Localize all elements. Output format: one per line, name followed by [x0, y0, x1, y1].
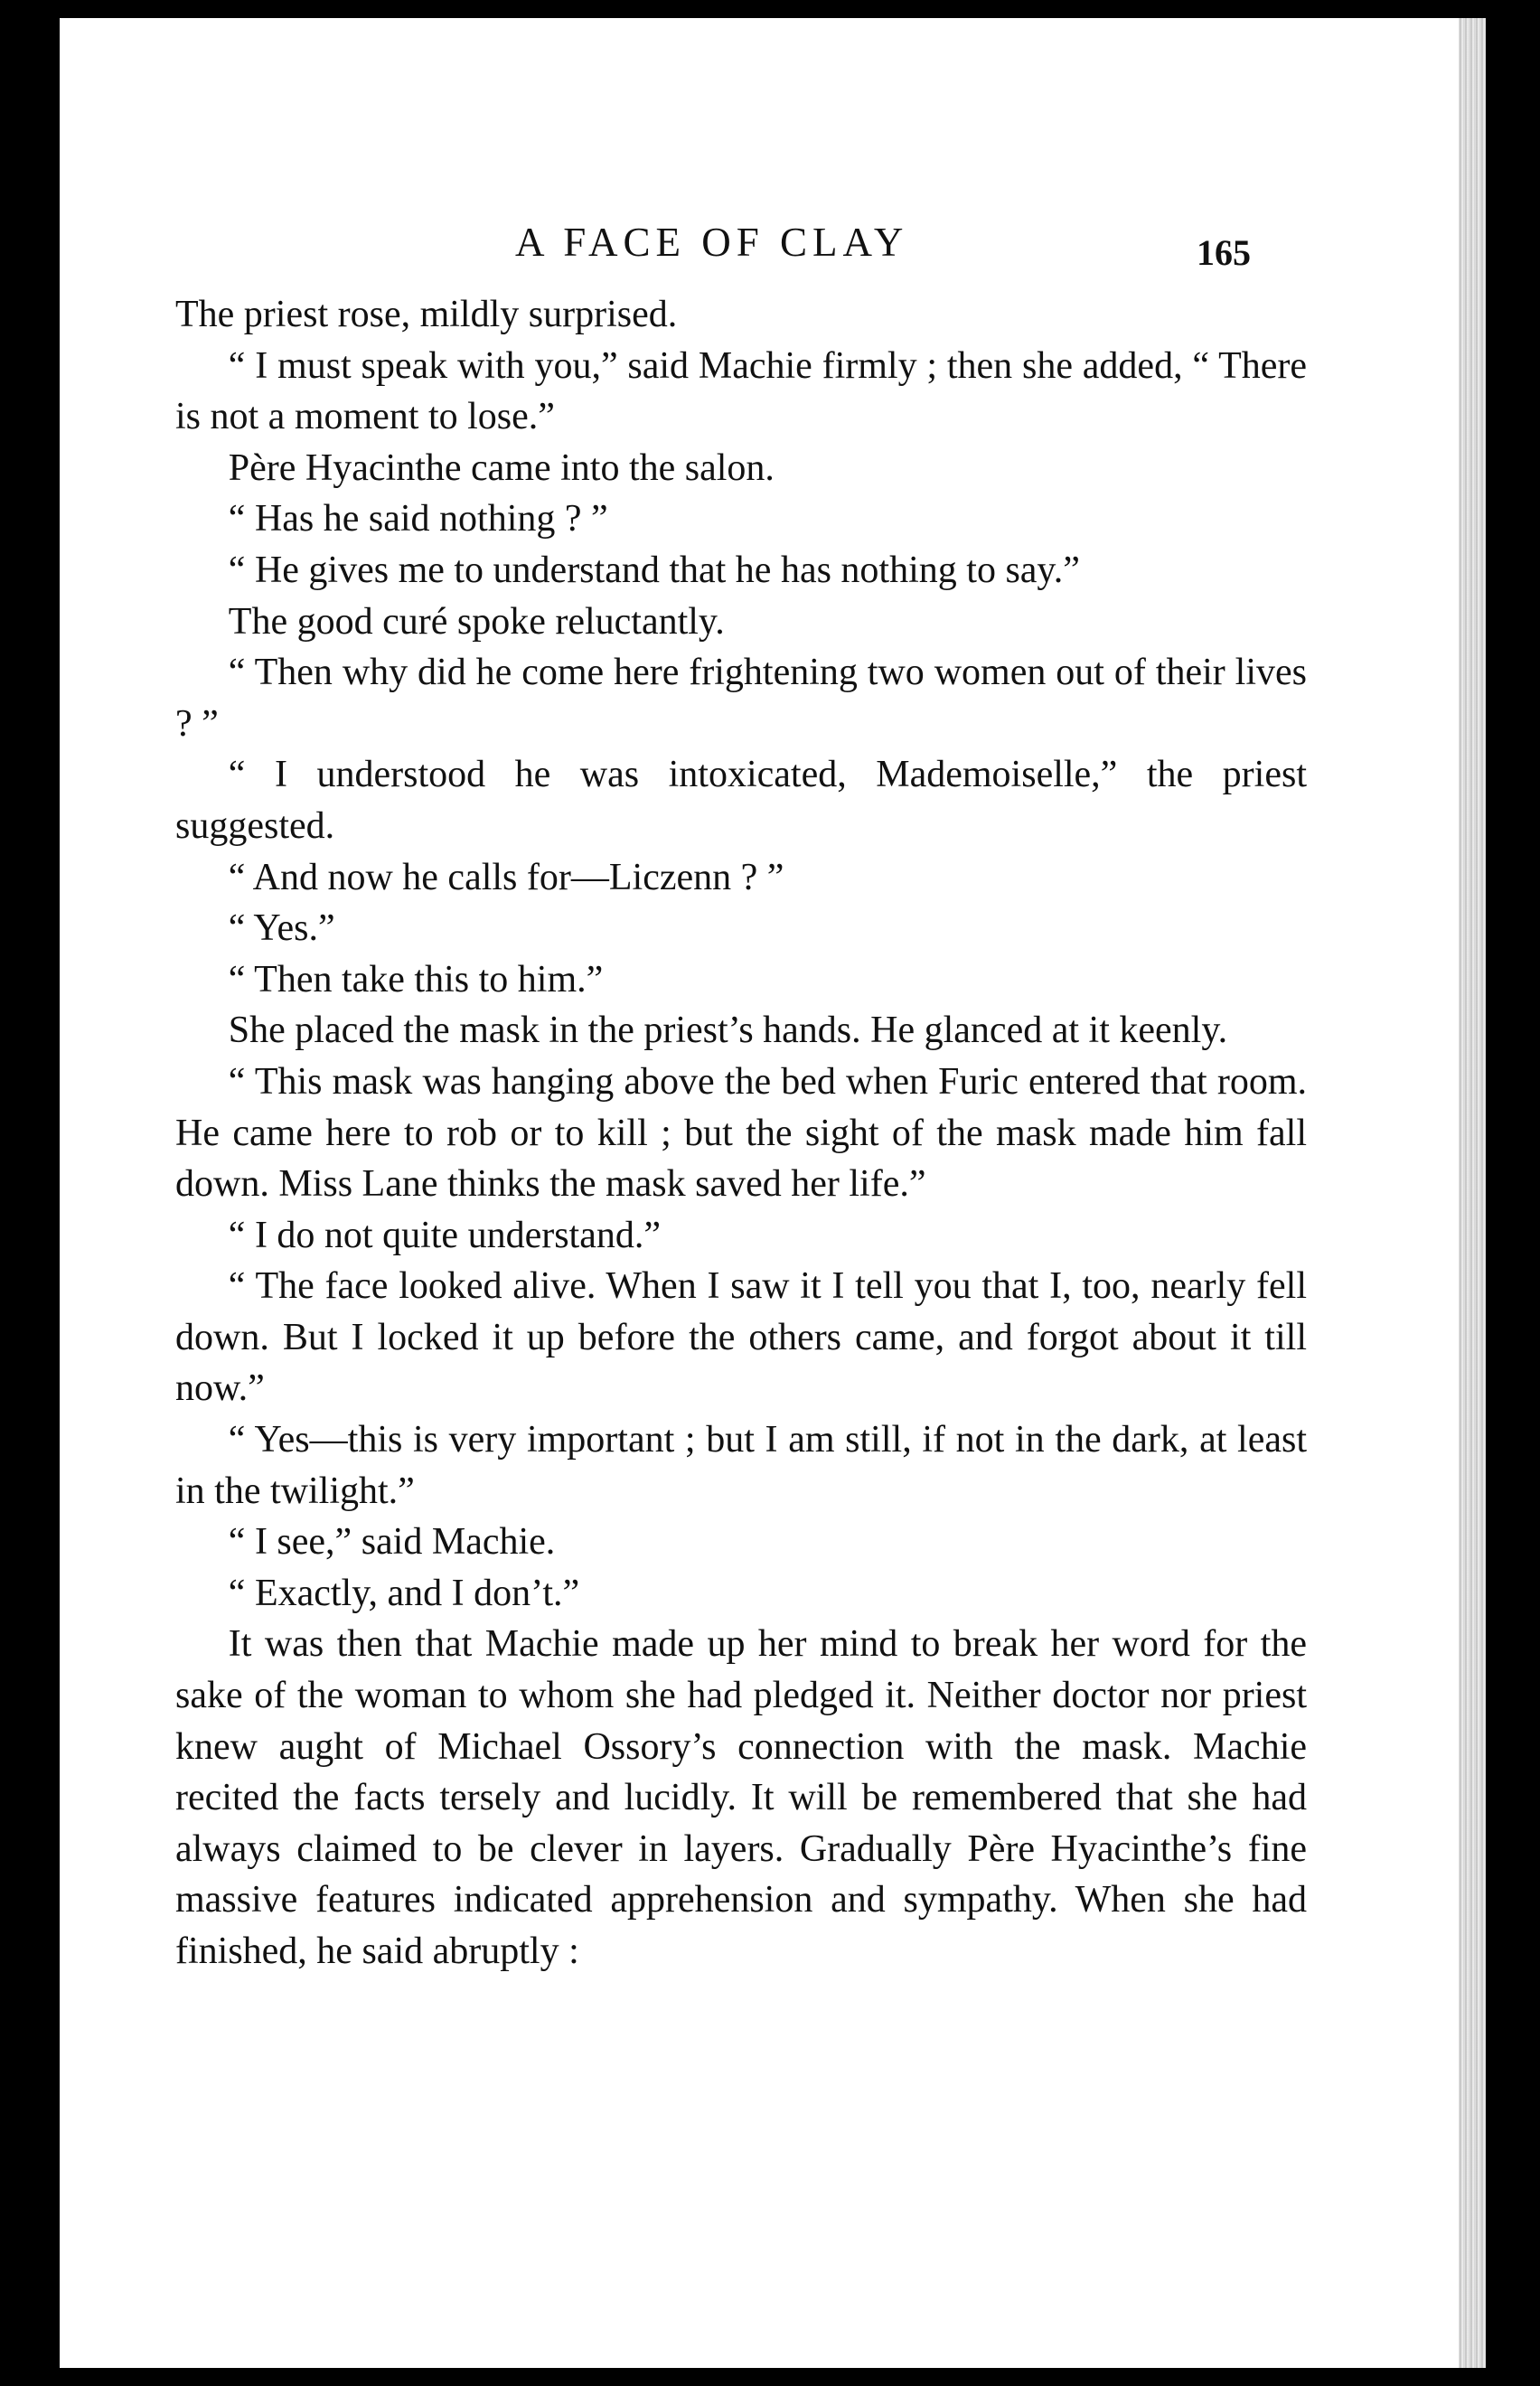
running-title: A FACE OF CLAY: [515, 220, 909, 265]
paragraph: “ He gives me to understand that he has nothing to say.”: [228, 549, 1080, 591]
paragraph: “ Yes—this is very important ; but I am still, if not in the dark, at least in the twilight.”: [175, 1419, 1307, 1512]
body-text: [175, 289, 1307, 1977]
paragraph: “ Then why did he come here frightening two women out of their lives ? ”: [175, 652, 1307, 745]
paragraph: The priest rose, mildly surprised.: [175, 294, 678, 335]
paragraph: “ I see,” said Machie.: [228, 1521, 556, 1564]
paragraph: “ The face looked alive. When I saw it I tell you that I, too, nearly fell down. But I locked it up before the others came, and forgot about it till now.”: [175, 1265, 1307, 1410]
paragraph: “ Yes.”: [228, 907, 335, 950]
page-edge: [1459, 18, 1486, 2368]
paragraph: “ And now he calls for—Liczenn ? ”: [228, 856, 784, 898]
paragraph: “ Exactly, and I don’t.”: [228, 1572, 580, 1614]
paragraph: “ Then take this to him.”: [228, 958, 604, 1000]
book-page: [60, 18, 1486, 2368]
paragraph: “ This mask was hanging above the bed when Furic entered that room. He came here to rob or to kill ; but the sight of the mask made him fall down. Miss Lane thinks the mask saved her life.”: [175, 1060, 1307, 1206]
paragraph: It was then that Machie made up her mind to break her word for the sake of the woman to whom she had pledged it. Neither doctor nor priest knew aught of Michael Ossory’s connection with the mask. Machie recited the facts tersely and lucidly. It will be remembered that she had always claimed to be clever in layers. Gradually Père Hyacinthe’s fine massive features indicated apprehension and sympathy. When she had finished, he said abruptly :: [175, 1623, 1307, 1972]
paragraph: “ I must speak with you,” said Machie firmly ; then she added, “ There is not a moment to lose.”: [175, 344, 1307, 438]
paragraph: “ I understood he was intoxicated, Mademoiselle,” the priest suggested.: [175, 754, 1307, 847]
paragraph: “ I do not quite understand.”: [228, 1214, 661, 1256]
paragraph: Père Hyacinthe came into the salon.: [228, 446, 775, 489]
paragraph: The good curé spoke reluctantly.: [228, 600, 725, 643]
page-number: 165: [1197, 232, 1251, 273]
scan-border-left: [0, 0, 60, 2386]
paragraph: She placed the mask in the priest’s hands. He glanced at it keenly.: [228, 1010, 1228, 1052]
paragraph: “ Has he said nothing ? ”: [228, 498, 608, 540]
